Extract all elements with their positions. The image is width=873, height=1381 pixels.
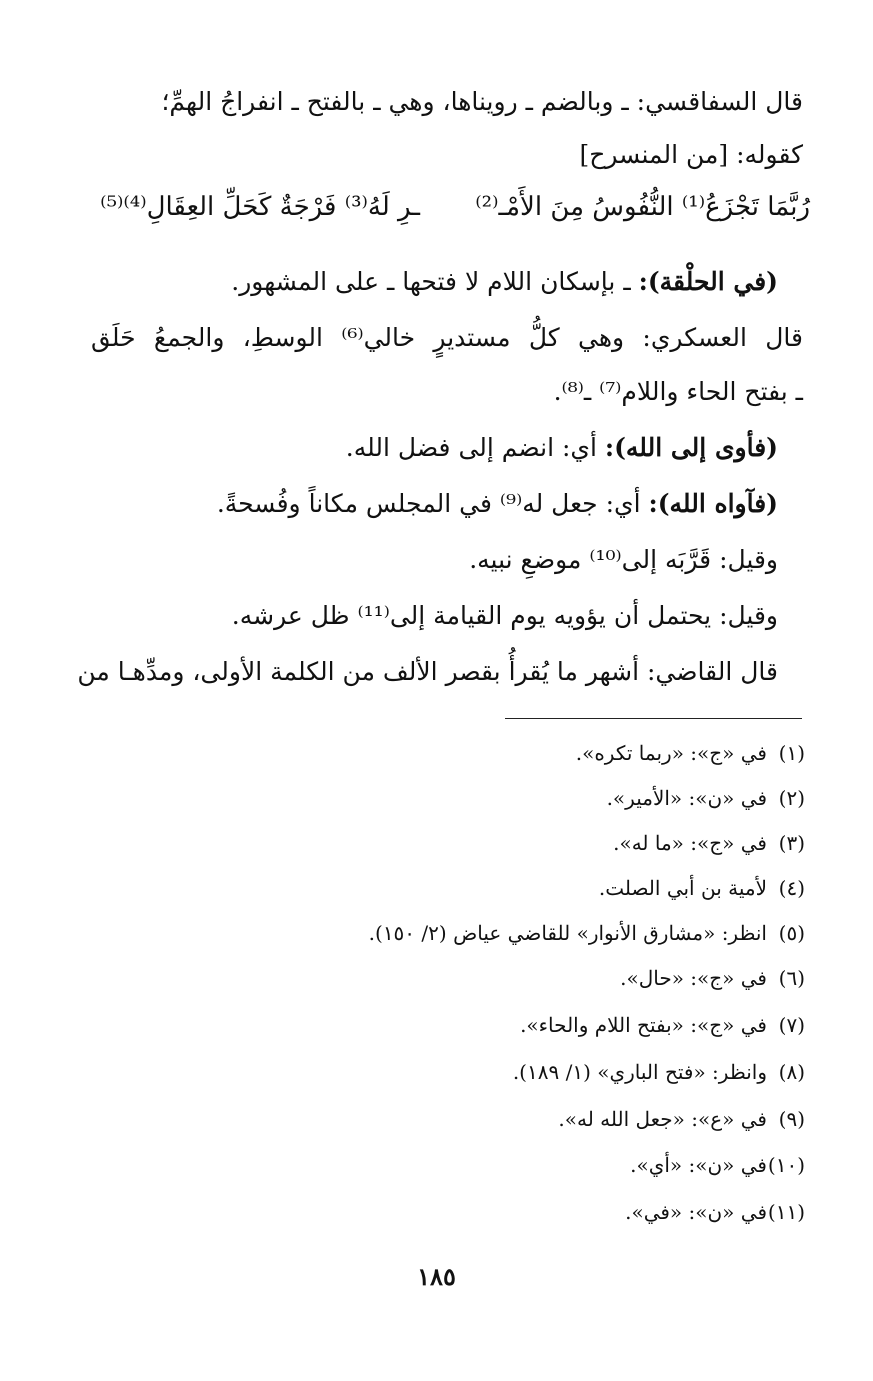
text-line-askari-2: ـ بفتح الحاء واللام⁽⁷⁾ ـ⁽⁸⁾. [553,377,803,406]
entry-fawa-text: أي: انضم إلى فضل الله. [345,433,605,462]
footnote-4 [599,873,805,903]
footnote-number: (٦) [778,966,805,990]
footnote-number: (٢) [778,786,805,810]
verse-second-hemistich: ـرِ لَهُ⁽³⁾ فَرْجَةٌ كَحَلِّ العِقَالِ⁽⁴⁾⁽⁵⁾ [100,192,420,222]
footnote-number: (١١) [767,1200,805,1224]
footnote-text: في «ن»: «في». [625,1200,767,1224]
footnote-7 [520,1010,805,1040]
footnote-number: (١٠) [767,1153,805,1177]
footnote-11 [625,1197,805,1227]
footnote-text: وانظر: «فتح الباري» (١/ ١٨٩). [512,1060,767,1084]
footnote-number: (٣) [778,831,805,855]
footnote-text: لأمية بن أبي الصلت. [598,876,767,900]
footnote-text: في «ع»: «جعل الله له». [558,1107,767,1131]
footnote-number: (١) [778,741,805,765]
footnote-1 [576,738,805,768]
footnote-text: في «ن»: «الأمير». [606,786,767,810]
footnote-text: في «ج»: «حال». [620,966,767,990]
entry-fawa-heading: (فأوى إلى الله): [604,433,778,462]
entry-awah-heading: (فآواه الله): [648,489,778,518]
footnote-text: في «ن»: «أي». [630,1153,767,1177]
text-line-safaqisi: قال السفاقسي: ـ وبالضم ـ رويناها، وهي ـ بالفتح ـ انفراجُ الهمِّ؛ [161,87,803,116]
footnote-number: (٥) [778,921,805,945]
footnote-number: (٩) [778,1107,805,1131]
text-line-qil-1: وقيل: قَرَّبَه إلى⁽¹⁰⁾ موضعِ نبيه. [469,545,778,574]
footnote-number: (٨) [778,1060,805,1084]
footnote-separator [505,718,802,719]
verse-first-hemistich: رُبَّمَا تَجْزَعُ⁽¹⁾ النُّفُوسُ مِنَ الأَمْـ⁽²⁾ [475,192,810,222]
footnote-text: انظر: «مشارق الأنوار» للقاضي عياض (٢/ ١٥٠). [368,921,767,945]
text-line-qadi: قال القاضي: أشهر ما يُقرأُ بقصر الألف من الكلمة الأولى، ومدِّهـا من [77,657,778,686]
footnote-10 [630,1150,805,1180]
entry-halqa-heading: (في الحلْقة): [638,267,778,296]
entry-halqa [231,262,778,302]
footnote-2 [607,783,805,813]
footnote-6 [620,963,805,993]
footnote-text: في «ج»: «بفتح اللام والحاء». [520,1013,767,1037]
footnote-3 [613,828,805,858]
footnote-text: في «ج»: «ما له». [613,831,767,855]
footnote-9 [558,1104,805,1134]
text-line-meter: كقوله: [من المنسرح] [579,140,803,169]
entry-halqa-text: ـ بإسكان اللام لا فتحها ـ على المشهور. [231,267,639,296]
text-line-qil-2: وقيل: يحتمل أن يؤويه يوم القيامة إلى⁽¹¹⁾ ظل عرشه. [231,601,778,630]
footnote-8 [513,1057,805,1087]
footnote-number: (٤) [778,876,805,900]
page-number: ١٨٥ [417,1262,456,1291]
entry-fawa [346,428,778,468]
text-line-askari-1: قال العسكري: وهي كلُّ مستديرٍ خالي⁽⁶⁾ الوسطِ، والجمعُ حَلَق [91,323,803,352]
footnote-5 [369,918,805,948]
entry-awah-text: أي: جعل له⁽⁹⁾ في المجلس مكاناً وفُسحةً. [216,489,649,518]
poetry-verse [100,188,810,232]
footnote-number: (٧) [778,1013,805,1037]
entry-awah [217,484,778,524]
footnote-text: في «ج»: «ربما تكره». [575,741,767,765]
